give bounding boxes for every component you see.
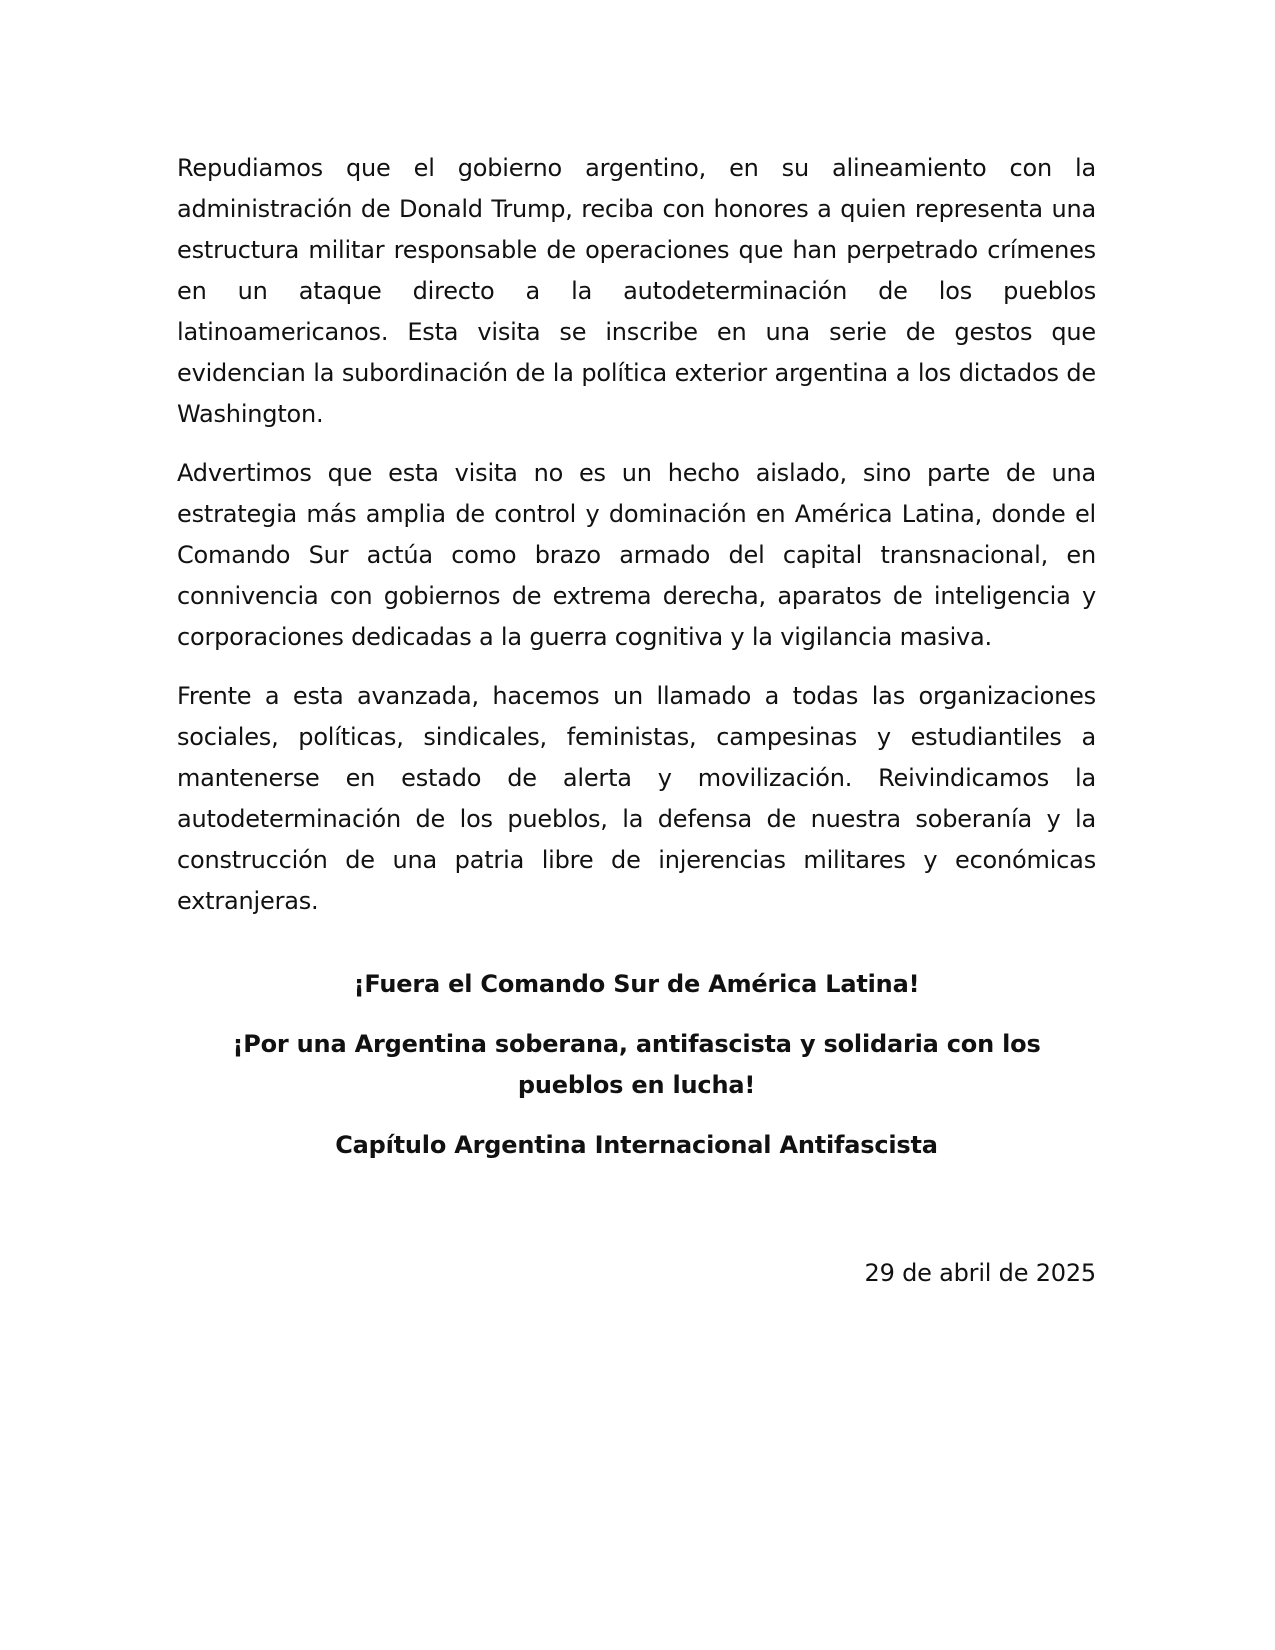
signature: Capítulo Argentina Internacional Antifascista: [335, 1131, 938, 1159]
paragraph-advertencia: Advertimos que esta visita no es un hecho aislado, sino parte de una estrategia más amplia de control y dominación en América Latina, donde el Comando Sur actúa como brazo armado del capital transnacional, en connivencia con gobiernos de extrema derecha, aparatos de inteligencia y corporaciones dedicadas a la guerra cognitiva y la vigilancia masiva.: [177, 459, 1096, 651]
slogan-argentina-soberana: ¡Por una Argentina soberana, antifascista y solidaria con los pueblos en lucha!: [232, 1030, 1041, 1099]
paragraph-llamado: Frente a esta avanzada, hacemos un llamado a todas las organizaciones sociales, políticas, sindicales, feministas, campesinas y estudiantiles a mantenerse en estado de alerta y movilización. Reivindicamos la autodeterminación de los pueblos, la defensa de nuestra soberanía y la construcción de una patria libre de injerencias militares y económicas extranjeras.: [177, 682, 1096, 915]
document-body: [177, 148, 1096, 940]
slogan-fuera-comando-sur: ¡Fuera el Comando Sur de América Latina!: [353, 970, 920, 998]
document-date: 29 de abril de 2025: [864, 1259, 1096, 1287]
paragraph-repudio: Repudiamos que el gobierno argentino, en su alineamiento con la administración de Donald Trump, reciba con honores a quien representa una estructura militar responsable de operaciones que han perpetrado crímenes en un ataque directo a la autodeterminación de los pueblos latinoamericanos. Esta visita se inscribe en una serie de gestos que evidencian la subordinación de la política exterior argentina a los dictados de Washington.: [177, 154, 1096, 428]
closing-block: [177, 964, 1096, 1166]
